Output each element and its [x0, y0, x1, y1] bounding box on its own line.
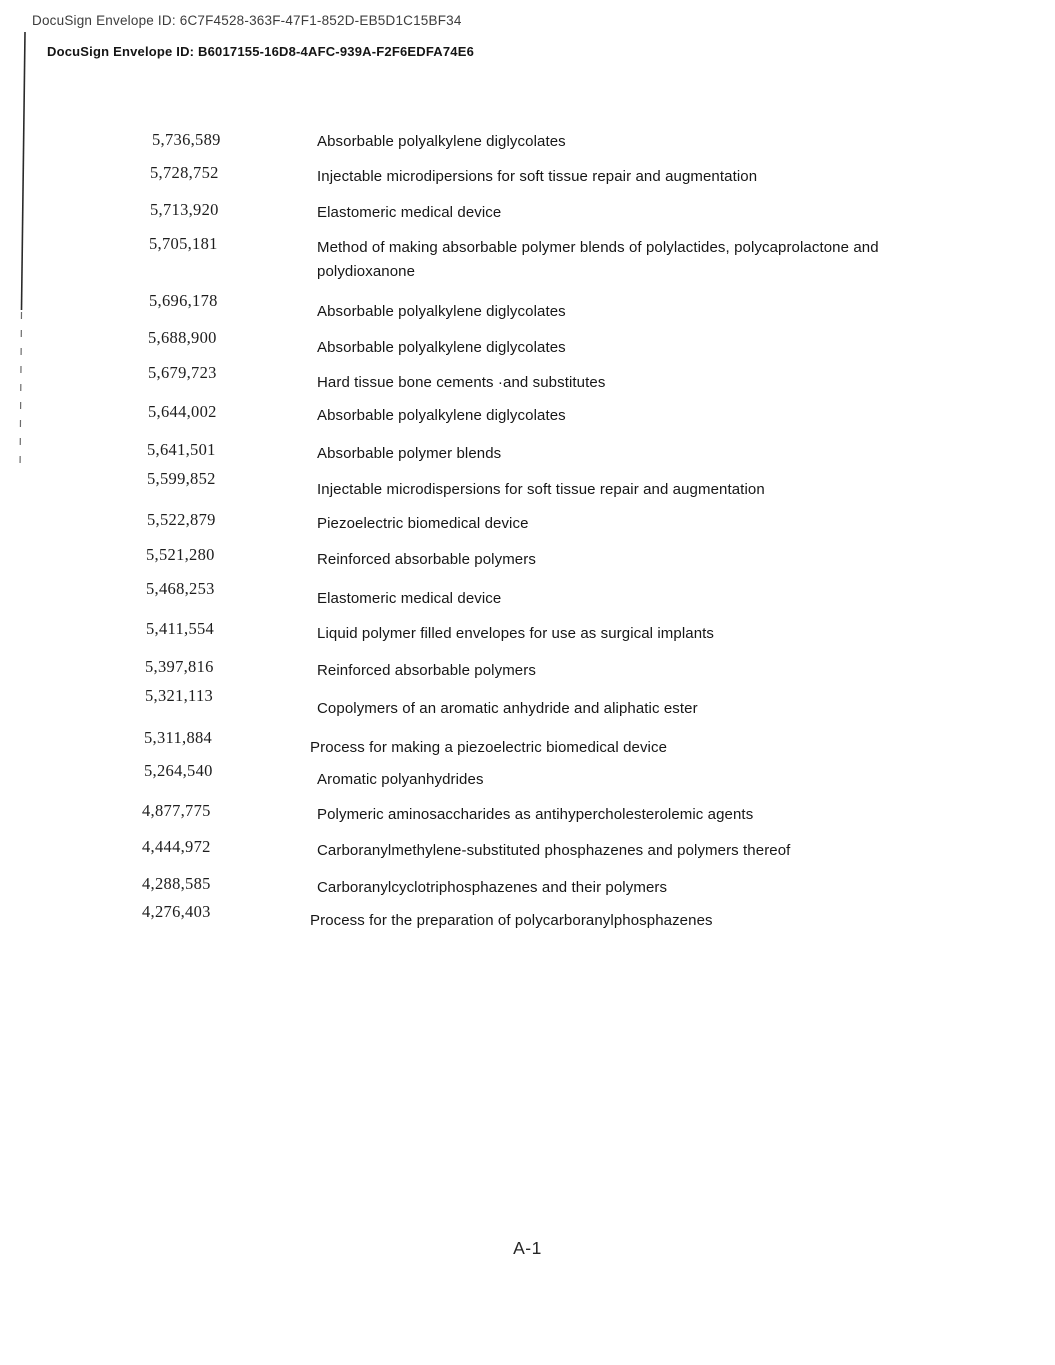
patent-number: 5,397,816 — [145, 657, 214, 676]
patent-title: Process for making a piezoelectric biomedical device — [310, 739, 668, 756]
patent-number: 4,444,972 — [142, 837, 211, 856]
patent-number: 5,521,280 — [146, 545, 215, 564]
patent-number: 5,644,002 — [148, 402, 217, 421]
patent-number: 5,264,540 — [144, 761, 213, 780]
patent-title: Liquid polymer filled envelopes for use as surgical implants — [317, 625, 715, 642]
patent-title: Elastomeric medical device — [317, 204, 502, 221]
patent-number: 5,728,752 — [150, 163, 219, 182]
patent-number: 5,696,178 — [149, 291, 218, 310]
patent-number: 4,276,403 — [142, 902, 211, 921]
patent-number: 5,705,181 — [149, 234, 218, 253]
patent-number: 5,411,554 — [146, 619, 215, 638]
patent-title: Copolymers of an aromatic anhydride and aliphatic ester — [317, 700, 698, 717]
patent-title: Method of making absorbable polymer blends of polylactides, polycaprolactone and polydioxanone — [317, 239, 879, 280]
patent-number: 4,877,775 — [142, 801, 211, 820]
page-number: A-1 — [513, 1238, 542, 1258]
patent-title: Carboranylcyclotriphosphazenes and their polymers — [317, 879, 668, 896]
patent-number: 5,641,501 — [147, 440, 216, 459]
patent-title: Absorbable polyalkylene diglycolates — [317, 303, 566, 320]
patent-number: 5,321,113 — [145, 686, 214, 705]
patent-number: 5,679,723 — [148, 363, 217, 382]
patent-title: Reinforced absorbable polymers — [317, 662, 536, 679]
patent-title: Absorbable polyalkylene diglycolates — [317, 133, 566, 150]
patent-title: Piezoelectric biomedical device — [317, 515, 529, 532]
patent-title: Hard tissue bone cements ·and substitutes — [317, 374, 606, 391]
patent-title: Reinforced absorbable polymers — [317, 551, 536, 568]
docusign-envelope-id-outer: DocuSign Envelope ID: 6C7F4528-363F-47F1-852D-EB5D1C15BF34 — [32, 13, 462, 28]
patent-title: Polymeric aminosaccharides as antihypercholesterolemic agents — [317, 806, 754, 823]
patent-title: Injectable microdipersions for soft tissue repair and augmentation — [317, 168, 758, 185]
patent-number: 5,599,852 — [147, 469, 216, 488]
patent-title: Absorbable polyalkylene diglycolates — [317, 407, 566, 424]
patent-title: Elastomeric medical device — [317, 590, 502, 607]
patent-title: Absorbable polyalkylene diglycolates — [317, 339, 566, 356]
docusign-envelope-id-inner: DocuSign Envelope ID: B6017155-16D8-4AFC-939A-F2F6EDFA74E6 — [47, 44, 475, 59]
patent-title: Carboranylmethylene-substituted phosphazenes and polymers thereof — [317, 842, 791, 859]
patent-title: Injectable microdispersions for soft tissue repair and augmentation — [317, 481, 765, 498]
patent-number: 5,311,884 — [144, 728, 213, 747]
patent-number: 5,522,879 — [147, 510, 216, 529]
patent-number: 5,688,900 — [148, 328, 217, 347]
patent-number: 4,288,585 — [142, 874, 211, 893]
patent-number: 5,713,920 — [150, 200, 219, 219]
patent-title: Absorbable polymer blends — [317, 445, 502, 462]
patent-title: Process for the preparation of polycarboranylphosphazenes — [310, 912, 713, 929]
patent-number: 5,736,589 — [152, 130, 221, 149]
patent-number: 5,468,253 — [146, 579, 215, 598]
patent-title: Aromatic polyanhydrides — [317, 771, 484, 788]
